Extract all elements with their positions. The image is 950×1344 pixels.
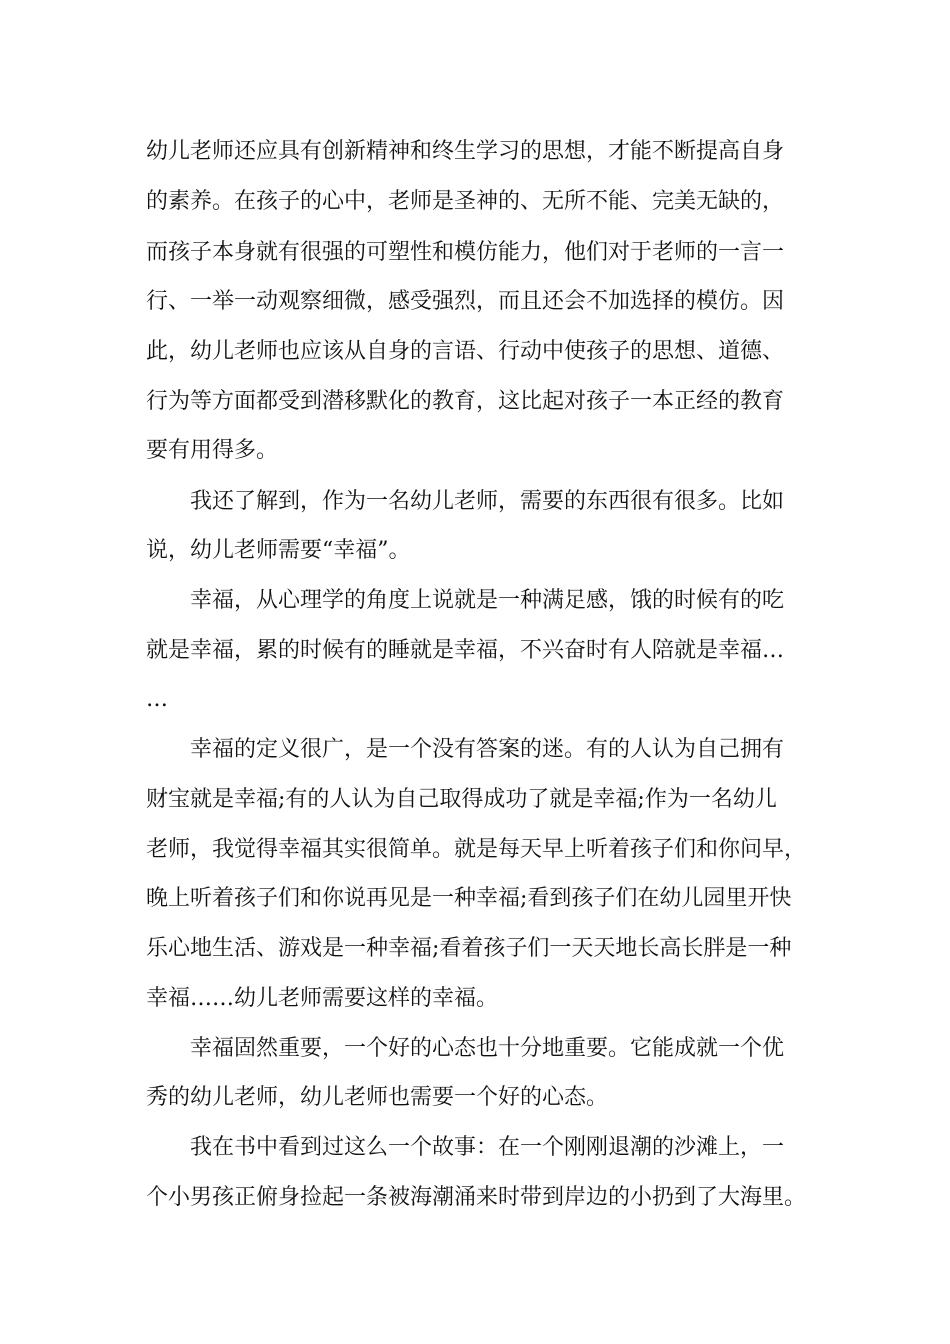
text-line: 而孩子本身就有很强的可塑性和模仿能力，他们对于老师的一言一 <box>146 240 785 265</box>
paragraph-first-line: 幸福，从心理学的角度上说就是一种满足感，饿的时候有的吃 <box>190 588 785 613</box>
text-line: 行为等方面都受到潜移默化的教育，这比起对孩子一本正经的教育 <box>146 389 785 414</box>
text-line: 说，幼儿老师需要“幸福”。 <box>146 538 411 563</box>
text-line: 就是幸福，累的时候有的睡就是幸福，不兴奋时有人陪就是幸福… <box>146 638 785 663</box>
text-line: 乐心地生活、游戏是一种幸福;看着孩子们一天天地长高长胖是一种 <box>146 936 792 961</box>
text-line: 老师，我觉得幸福其实很简单。就是每天早上听着孩子们和你问早， <box>146 837 807 862</box>
paragraph-first-line: 幸福固然重要，一个好的心态也十分地重要。它能成就一个优 <box>190 1036 785 1061</box>
text-line: 此，幼儿老师也应该从自身的言语、行动中使孩子的思想、道德、 <box>146 339 785 364</box>
text-line: 秀的幼儿老师，幼儿老师也需要一个好的心态。 <box>146 1085 609 1110</box>
paragraph-first-line: 我在书中看到过这么一个故事：在一个刚刚退潮的沙滩上，一 <box>190 1135 785 1160</box>
text-line: 幼儿老师还应具有创新精神和终生学习的思想，才能不断提高自身 <box>146 139 785 164</box>
text-line: 行、一举一动观察细微，感受强烈，而且还会不加选择的模仿。因 <box>146 289 785 314</box>
text-line: 个小男孩正俯身捡起一条被海潮涌来时带到岸边的小扔到了大海里。 <box>146 1185 807 1210</box>
text-line: 幸福……幼儿老师需要这样的幸福。 <box>146 986 499 1011</box>
text-line: 财宝就是幸福;有的人认为自己取得成功了就是幸福;作为一名幼儿 <box>146 787 777 812</box>
text-line: … <box>146 687 168 712</box>
text-line: 晚上听着孩子们和你说再见是一种幸福;看到孩子们在幼儿园里开快 <box>146 886 792 911</box>
text-line: 要有用得多。 <box>146 438 279 463</box>
paragraph-first-line: 幸福的定义很广，是一个没有答案的迷。有的人认为自己拥有 <box>190 737 785 762</box>
paragraph-first-line: 我还了解到，作为一名幼儿老师，需要的东西很有很多。比如 <box>190 489 785 514</box>
text-line: 的素养。在孩子的心中，老师是圣神的、无所不能、完美无缺的， <box>146 189 785 214</box>
